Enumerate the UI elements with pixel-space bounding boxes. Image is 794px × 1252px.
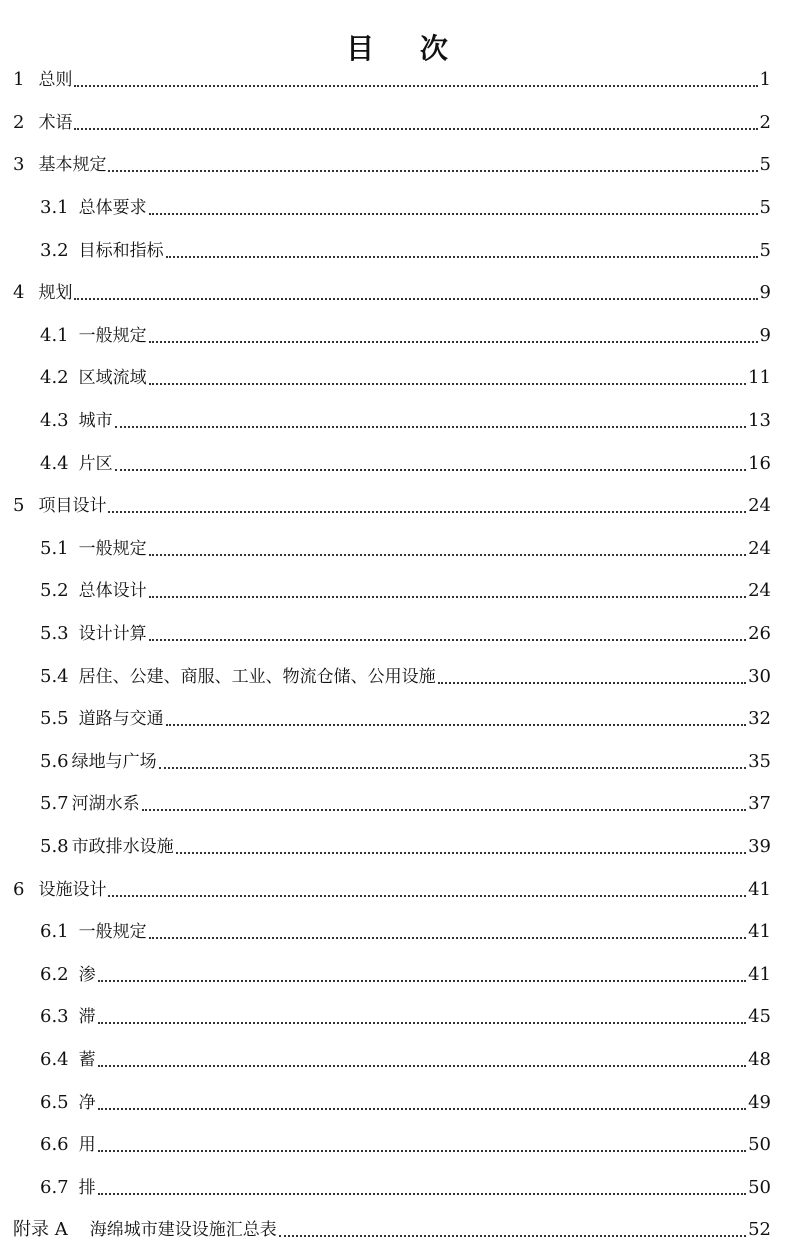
dot-leader (98, 1150, 746, 1152)
toc-entry-title: 滞 (78, 1007, 96, 1028)
toc-entry-number: 4.1 (40, 324, 69, 346)
toc-entry-number: 6.1 (40, 921, 69, 943)
toc-entry-number: 6.6 (40, 1134, 69, 1156)
toc-entry-number: 5.6 (40, 750, 69, 772)
dot-leader (438, 682, 746, 684)
toc-entry-number: 6.2 (40, 963, 69, 985)
dot-leader (149, 213, 758, 215)
toc-entry-number: 5.5 (40, 708, 69, 730)
dot-leader (159, 767, 746, 769)
toc-entry-number: 2 (13, 111, 25, 133)
dot-leader (149, 596, 746, 598)
toc-entry-5[interactable] (0, 485, 794, 528)
toc-entry-5-8[interactable] (0, 826, 794, 869)
toc-entry-page: 24 (748, 495, 771, 517)
toc-entry-title: 排 (78, 1177, 96, 1198)
toc-entry-title: 净 (78, 1092, 96, 1113)
toc-entry-page: 41 (748, 921, 771, 943)
dot-leader (149, 554, 746, 556)
table-of-contents (0, 59, 794, 1252)
toc-entry-title: 总体设计 (78, 581, 147, 602)
toc-entry-title: 设计计算 (78, 624, 147, 645)
toc-entry-title: 规划 (38, 283, 73, 304)
toc-entry-page: 26 (748, 623, 771, 645)
dot-leader (149, 639, 746, 641)
toc-entry-number: 5.4 (40, 665, 69, 687)
dot-leader (74, 298, 757, 300)
toc-entry-6-5[interactable] (0, 1081, 794, 1124)
toc-entry-6-6[interactable] (0, 1124, 794, 1167)
toc-entry-6-1[interactable] (0, 911, 794, 954)
toc-entry-number: 3 (13, 154, 25, 176)
toc-entry-3[interactable] (0, 144, 794, 187)
toc-entry-5-5[interactable] (0, 698, 794, 741)
dot-leader (115, 426, 746, 428)
toc-entry-page: 5 (759, 239, 771, 261)
toc-entry-page: 39 (748, 835, 771, 857)
toc-entry-number: 4 (13, 282, 25, 304)
toc-entry-title: 术语 (38, 112, 73, 133)
dot-leader (149, 937, 746, 939)
dot-leader (74, 85, 757, 87)
dot-leader (108, 511, 746, 513)
toc-entry-4[interactable] (0, 272, 794, 315)
toc-entry-5-3[interactable] (0, 613, 794, 656)
toc-entry-number: 6.5 (40, 1091, 69, 1113)
toc-entry-5-7[interactable] (0, 783, 794, 826)
toc-entry-page: 5 (759, 154, 771, 176)
toc-entry-page: 50 (748, 1176, 771, 1198)
toc-entry-number: 4.4 (40, 452, 69, 474)
toc-entry-page: 5 (759, 197, 771, 219)
toc-entry-title: 市政排水设施 (71, 836, 174, 857)
toc-entry-title: 绿地与广场 (71, 751, 157, 772)
toc-entry-title: 目标和指标 (78, 240, 164, 261)
toc-entry-number: 附录 A (13, 1219, 68, 1241)
toc-entry-number: 3.1 (40, 197, 69, 219)
dot-leader (74, 128, 757, 130)
toc-entry-page: 9 (759, 282, 771, 304)
dot-leader (176, 852, 746, 854)
toc-entry-page: 45 (748, 1006, 771, 1028)
toc-entry-number: 5.7 (40, 793, 69, 815)
toc-entry-appendix-a[interactable] (0, 1209, 794, 1252)
toc-entry-page: 9 (759, 324, 771, 346)
toc-entry-page: 13 (748, 410, 771, 432)
toc-entry-page: 52 (748, 1219, 771, 1241)
dot-leader (279, 1235, 746, 1237)
toc-entry-title: 项目设计 (38, 496, 107, 517)
dot-leader (98, 1193, 746, 1195)
toc-entry-4-1[interactable] (0, 315, 794, 358)
toc-entry-6-3[interactable] (0, 996, 794, 1039)
dot-leader (149, 383, 746, 385)
toc-entry-6-2[interactable] (0, 953, 794, 996)
toc-entry-title: 片区 (78, 453, 113, 474)
toc-entry-number: 5 (13, 495, 25, 517)
toc-entry-number: 5.1 (40, 537, 69, 559)
toc-entry-title: 设施设计 (38, 879, 107, 900)
dot-leader (142, 809, 746, 811)
toc-entry-5-4[interactable] (0, 655, 794, 698)
toc-entry-number: 5.8 (40, 835, 69, 857)
toc-entry-title: 河湖水系 (71, 794, 140, 815)
dot-leader (98, 980, 746, 982)
toc-entry-title: 海绵城市建设设施汇总表 (89, 1220, 277, 1241)
toc-entry-page: 37 (748, 793, 771, 815)
toc-entry-number: 6.3 (40, 1006, 69, 1028)
toc-entry-4-3[interactable] (0, 400, 794, 443)
dot-leader (166, 256, 758, 258)
toc-entry-5-6[interactable] (0, 741, 794, 784)
toc-entry-number: 1 (13, 69, 25, 91)
toc-entry-title: 一般规定 (78, 325, 147, 346)
toc-entry-number: 6 (13, 878, 25, 900)
dot-leader (108, 170, 757, 172)
toc-entry-6-4[interactable] (0, 1039, 794, 1082)
toc-entry-number: 6.4 (40, 1048, 69, 1070)
toc-entry-title: 蓄 (78, 1049, 96, 1070)
toc-entry-5-1[interactable] (0, 528, 794, 571)
toc-entry-page: 48 (748, 1048, 771, 1070)
toc-entry-3-1[interactable] (0, 187, 794, 230)
toc-entry-title: 总体要求 (78, 198, 147, 219)
dot-leader (98, 1022, 746, 1024)
toc-entry-number: 3.2 (40, 239, 69, 261)
toc-entry-number: 5.2 (40, 580, 69, 602)
toc-entry-title: 一般规定 (78, 538, 147, 559)
toc-entry-2[interactable] (0, 102, 794, 145)
toc-entry-page: 2 (759, 111, 771, 133)
toc-entry-title: 基本规定 (38, 155, 107, 176)
page-title: 目 次 (346, 31, 466, 65)
toc-entry-page: 16 (748, 452, 771, 474)
toc-entry-4-2[interactable] (0, 357, 794, 400)
toc-entry-number: 4.2 (40, 367, 69, 389)
toc-entry-page: 50 (748, 1134, 771, 1156)
dot-leader (115, 469, 746, 471)
toc-entry-page: 24 (748, 537, 771, 559)
dot-leader (166, 724, 746, 726)
toc-entry-title: 城市 (78, 411, 113, 432)
toc-entry-number: 5.3 (40, 623, 69, 645)
toc-entry-title: 总则 (38, 70, 73, 91)
toc-entry-title: 用 (78, 1135, 96, 1156)
toc-entry-4-4[interactable] (0, 442, 794, 485)
dot-leader (149, 341, 758, 343)
toc-entry-title: 道路与交通 (78, 709, 164, 730)
dot-leader (98, 1108, 746, 1110)
toc-entry-page: 32 (748, 708, 771, 730)
toc-entry-5-2[interactable] (0, 570, 794, 613)
toc-entry-page: 30 (748, 665, 771, 687)
toc-entry-page: 24 (748, 580, 771, 602)
toc-entry-number: 4.3 (40, 410, 69, 432)
toc-entry-page: 41 (748, 963, 771, 985)
toc-entry-page: 49 (748, 1091, 771, 1113)
toc-entry-title: 一般规定 (78, 922, 147, 943)
toc-entry-page: 35 (748, 750, 771, 772)
dot-leader (98, 1065, 746, 1067)
toc-entry-6[interactable] (0, 868, 794, 911)
toc-entry-title: 区域流域 (78, 368, 147, 389)
toc-entry-title: 居住、公建、商服、工业、物流仓储、公用设施 (78, 666, 436, 687)
toc-entry-page: 41 (748, 878, 771, 900)
toc-entry-title: 渗 (78, 964, 96, 985)
toc-entry-page: 11 (748, 367, 771, 389)
toc-entry-6-7[interactable] (0, 1166, 794, 1209)
toc-entry-page: 1 (759, 69, 771, 91)
toc-entry-3-2[interactable] (0, 229, 794, 272)
toc-entry-number: 6.7 (40, 1176, 69, 1198)
dot-leader (108, 895, 746, 897)
toc-entry-1[interactable] (0, 59, 794, 102)
